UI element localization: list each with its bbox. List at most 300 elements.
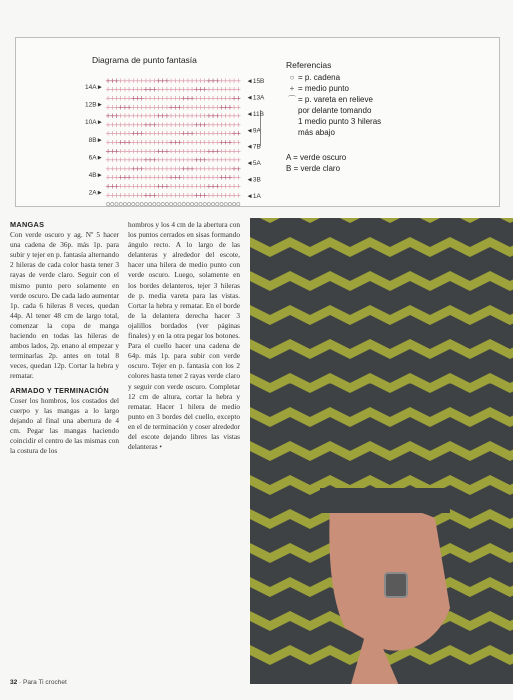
chain-stitch-icon: ○ xyxy=(289,73,295,82)
row-label-right: ◄7B xyxy=(246,143,261,151)
svg-text:+: + xyxy=(226,173,233,182)
single-crochet-icon: + xyxy=(289,84,295,93)
svg-text:+: + xyxy=(121,182,128,191)
row-label-right: ◄3B xyxy=(246,176,261,184)
svg-text:+: + xyxy=(117,129,124,138)
svg-text:+: + xyxy=(142,173,149,182)
svg-text:+: + xyxy=(130,112,137,121)
svg-text:+: + xyxy=(189,182,196,191)
svg-text:+: + xyxy=(142,138,149,147)
svg-text:+: + xyxy=(105,173,112,182)
svg-text:+: + xyxy=(201,191,208,200)
svg-text:+: + xyxy=(235,164,242,173)
row-label-right: ◄15B xyxy=(246,78,265,85)
svg-text:+: + xyxy=(189,112,196,121)
svg-text:+: + xyxy=(218,191,225,200)
svg-text:+: + xyxy=(184,120,191,129)
svg-text:+: + xyxy=(218,138,225,147)
svg-text:+: + xyxy=(180,191,187,200)
svg-text:+: + xyxy=(193,147,200,156)
svg-text:+: + xyxy=(210,147,217,156)
svg-text:+: + xyxy=(218,76,225,85)
svg-text:+: + xyxy=(184,112,191,121)
svg-text:+: + xyxy=(163,182,170,191)
svg-text:+: + xyxy=(210,173,217,182)
svg-text:+: + xyxy=(235,76,242,85)
svg-text:+: + xyxy=(126,164,133,173)
svg-text:+: + xyxy=(226,164,233,173)
svg-text:+: + xyxy=(151,94,158,103)
svg-text:+: + xyxy=(117,173,124,182)
svg-text:+: + xyxy=(151,112,158,121)
reference-item: + = medio punto xyxy=(286,83,381,94)
svg-text:+: + xyxy=(130,138,137,147)
svg-text:+: + xyxy=(222,138,229,147)
svg-text:+: + xyxy=(235,138,242,147)
svg-text:+: + xyxy=(226,94,233,103)
svg-text:+: + xyxy=(113,164,120,173)
svg-text:+: + xyxy=(126,129,133,138)
sweater-photo xyxy=(250,218,513,684)
svg-text:+: + xyxy=(180,94,187,103)
svg-text:+: + xyxy=(184,164,191,173)
svg-text:+: + xyxy=(231,164,238,173)
svg-text:+: + xyxy=(168,94,175,103)
svg-text:+: + xyxy=(235,129,242,138)
svg-text:+: + xyxy=(210,191,217,200)
svg-text:+: + xyxy=(117,164,124,173)
svg-text:+: + xyxy=(155,76,162,85)
svg-text:+: + xyxy=(126,138,133,147)
svg-text:+: + xyxy=(218,147,225,156)
svg-text:+: + xyxy=(193,94,200,103)
svg-text:+: + xyxy=(168,173,175,182)
svg-text:+: + xyxy=(210,76,217,85)
svg-text:+: + xyxy=(159,156,166,165)
svg-text:+: + xyxy=(163,164,170,173)
svg-text:+: + xyxy=(176,138,183,147)
svg-text:+: + xyxy=(130,191,137,200)
svg-text:+: + xyxy=(105,129,112,138)
svg-text:+: + xyxy=(134,191,141,200)
svg-text:+: + xyxy=(189,85,196,94)
svg-text:+: + xyxy=(126,147,133,156)
svg-text:+: + xyxy=(151,182,158,191)
svg-text:+: + xyxy=(117,147,124,156)
svg-text:+: + xyxy=(193,138,200,147)
svg-text:+: + xyxy=(138,138,145,147)
svg-text:+: + xyxy=(222,103,229,112)
svg-text:+: + xyxy=(159,164,166,173)
svg-text:+: + xyxy=(147,85,154,94)
svg-text:+: + xyxy=(168,103,175,112)
diagram-title: Diagrama de punto fantasía xyxy=(92,55,197,65)
svg-text:+: + xyxy=(189,138,196,147)
svg-text:+: + xyxy=(205,173,212,182)
svg-text:+: + xyxy=(193,120,200,129)
svg-text:+: + xyxy=(205,112,212,121)
svg-text:+: + xyxy=(184,94,191,103)
svg-text:+: + xyxy=(226,156,233,165)
svg-text:+: + xyxy=(176,156,183,165)
svg-text:+: + xyxy=(109,173,116,182)
svg-text:+: + xyxy=(155,182,162,191)
svg-text:+: + xyxy=(201,112,208,121)
section-title-mangas: MANGAS xyxy=(10,220,45,229)
svg-text:+: + xyxy=(159,76,166,85)
svg-text:+: + xyxy=(117,182,124,191)
svg-text:+: + xyxy=(197,156,204,165)
svg-text:+: + xyxy=(121,129,128,138)
svg-text:+: + xyxy=(222,112,229,121)
svg-text:+: + xyxy=(189,173,196,182)
svg-text:+: + xyxy=(197,173,204,182)
svg-text:+: + xyxy=(193,112,200,121)
svg-text:+: + xyxy=(126,191,133,200)
svg-text:+: + xyxy=(159,120,166,129)
svg-text:+: + xyxy=(226,138,233,147)
svg-text:+: + xyxy=(142,120,149,129)
svg-text:+: + xyxy=(214,76,221,85)
svg-text:+: + xyxy=(159,94,166,103)
svg-text:+: + xyxy=(193,103,200,112)
svg-text:+: + xyxy=(193,173,200,182)
svg-text:+: + xyxy=(222,164,229,173)
svg-text:+: + xyxy=(126,94,133,103)
svg-text:+: + xyxy=(117,138,124,147)
svg-text:+: + xyxy=(151,103,158,112)
svg-text:+: + xyxy=(138,173,145,182)
svg-text:+: + xyxy=(159,173,166,182)
svg-text:+: + xyxy=(138,94,145,103)
svg-text:+: + xyxy=(184,103,191,112)
svg-text:+: + xyxy=(231,182,238,191)
svg-text:+: + xyxy=(172,76,179,85)
svg-text:+: + xyxy=(168,182,175,191)
svg-text:+: + xyxy=(151,138,158,147)
row-label-left: 4B► xyxy=(88,172,103,179)
svg-text:+: + xyxy=(138,129,145,138)
svg-text:+: + xyxy=(147,182,154,191)
svg-text:+: + xyxy=(184,85,191,94)
svg-text:+: + xyxy=(197,182,204,191)
svg-text:+: + xyxy=(197,94,204,103)
knit-pattern-illustration xyxy=(250,218,513,684)
svg-text:+: + xyxy=(218,182,225,191)
svg-text:+: + xyxy=(168,120,175,129)
reference-item: por delante tomando xyxy=(298,106,372,115)
svg-text:+: + xyxy=(105,76,112,85)
stitch-diagram-panel xyxy=(15,37,500,207)
svg-text:+: + xyxy=(142,129,149,138)
svg-text:+: + xyxy=(138,85,145,94)
svg-text:+: + xyxy=(168,129,175,138)
svg-text:+: + xyxy=(105,147,112,156)
svg-text:+: + xyxy=(113,94,120,103)
svg-text:+: + xyxy=(226,182,233,191)
svg-text:+: + xyxy=(126,103,133,112)
svg-text:+: + xyxy=(189,103,196,112)
svg-text:+: + xyxy=(176,103,183,112)
svg-text:+: + xyxy=(172,182,179,191)
svg-text:+: + xyxy=(138,156,145,165)
svg-text:+: + xyxy=(147,120,154,129)
row-label-left: 2A► xyxy=(88,189,103,197)
svg-text:+: + xyxy=(197,120,204,129)
svg-text:+: + xyxy=(138,191,145,200)
svg-text:+: + xyxy=(189,147,196,156)
svg-text:+: + xyxy=(231,147,238,156)
svg-text:+: + xyxy=(163,156,170,165)
svg-text:+: + xyxy=(222,182,229,191)
svg-text:+: + xyxy=(105,120,112,129)
svg-text:+: + xyxy=(231,156,238,165)
svg-text:+: + xyxy=(147,103,154,112)
svg-text:+: + xyxy=(172,173,179,182)
svg-text:+: + xyxy=(222,147,229,156)
svg-text:+: + xyxy=(113,112,120,121)
svg-text:+: + xyxy=(218,120,225,129)
svg-text:+: + xyxy=(163,103,170,112)
svg-text:+: + xyxy=(201,85,208,94)
svg-text:+: + xyxy=(231,76,238,85)
svg-text:+: + xyxy=(205,129,212,138)
svg-text:+: + xyxy=(218,85,225,94)
svg-text:+: + xyxy=(105,138,112,147)
svg-text:+: + xyxy=(147,76,154,85)
svg-text:+: + xyxy=(172,147,179,156)
svg-text:+: + xyxy=(201,173,208,182)
stitch-grid xyxy=(66,68,266,208)
svg-text:+: + xyxy=(235,94,242,103)
svg-text:+: + xyxy=(218,94,225,103)
magazine-name: Para Ti crochet xyxy=(23,679,67,686)
svg-text:+: + xyxy=(226,147,233,156)
svg-text:+: + xyxy=(235,120,242,129)
svg-text:+: + xyxy=(197,103,204,112)
svg-text:+: + xyxy=(222,76,229,85)
section-title-armado: ARMADO Y TERMINACIÓN xyxy=(10,385,109,395)
svg-text:+: + xyxy=(180,147,187,156)
svg-text:+: + xyxy=(134,173,141,182)
svg-text:+: + xyxy=(121,191,128,200)
svg-text:+: + xyxy=(205,182,212,191)
row-label-right: ◄13A xyxy=(246,94,265,102)
svg-text:+: + xyxy=(151,76,158,85)
svg-text:+: + xyxy=(163,94,170,103)
svg-text:+: + xyxy=(117,85,124,94)
svg-text:+: + xyxy=(205,120,212,129)
svg-text:+: + xyxy=(168,85,175,94)
svg-text:+: + xyxy=(205,94,212,103)
svg-text:+: + xyxy=(222,173,229,182)
svg-text:+: + xyxy=(176,85,183,94)
svg-text:+: + xyxy=(214,164,221,173)
svg-text:+: + xyxy=(201,129,208,138)
references-block xyxy=(286,60,381,174)
svg-text:+: + xyxy=(218,173,225,182)
svg-text:+: + xyxy=(126,85,133,94)
svg-text:+: + xyxy=(155,173,162,182)
svg-text:+: + xyxy=(138,164,145,173)
svg-text:+: + xyxy=(113,173,120,182)
svg-text:+: + xyxy=(231,85,238,94)
svg-text:+: + xyxy=(168,191,175,200)
svg-text:+: + xyxy=(155,164,162,173)
svg-text:+: + xyxy=(121,138,128,147)
svg-text:+: + xyxy=(109,156,116,165)
svg-text:+: + xyxy=(163,191,170,200)
svg-text:+: + xyxy=(189,76,196,85)
svg-text:+: + xyxy=(214,147,221,156)
svg-text:+: + xyxy=(226,85,233,94)
svg-text:+: + xyxy=(109,112,116,121)
svg-text:+: + xyxy=(180,138,187,147)
row-label-right: ◄11B xyxy=(246,110,264,118)
svg-text:+: + xyxy=(163,147,170,156)
svg-text:+: + xyxy=(205,138,212,147)
svg-text:+: + xyxy=(214,173,221,182)
svg-text:+: + xyxy=(155,147,162,156)
svg-text:+: + xyxy=(130,120,137,129)
svg-text:+: + xyxy=(210,138,217,147)
svg-text:+: + xyxy=(155,103,162,112)
svg-text:+: + xyxy=(235,182,242,191)
svg-text:+: + xyxy=(189,156,196,165)
svg-text:+: + xyxy=(105,191,112,200)
svg-text:+: + xyxy=(226,120,233,129)
svg-text:+: + xyxy=(142,156,149,165)
reference-item: ○ = p. cadena xyxy=(286,72,381,83)
svg-text:+: + xyxy=(159,138,166,147)
svg-text:+: + xyxy=(184,147,191,156)
color-b-label: B = verde claro xyxy=(286,164,341,173)
svg-text:+: + xyxy=(168,138,175,147)
svg-text:+: + xyxy=(159,147,166,156)
row-label-right: ◄9A xyxy=(246,127,261,135)
svg-text:+: + xyxy=(197,85,204,94)
svg-text:+: + xyxy=(142,164,149,173)
svg-text:+: + xyxy=(214,182,221,191)
relief-stitch-icon: ⌒ xyxy=(288,95,296,104)
svg-text:+: + xyxy=(176,112,183,121)
svg-text:+: + xyxy=(176,164,183,173)
svg-text:+: + xyxy=(159,182,166,191)
reference-item: 1 medio punto 3 hileras xyxy=(298,117,382,126)
svg-text:+: + xyxy=(159,85,166,94)
svg-text:+: + xyxy=(163,120,170,129)
svg-text:+: + xyxy=(176,182,183,191)
svg-text:+: + xyxy=(210,103,217,112)
svg-text:+: + xyxy=(218,129,225,138)
svg-text:+: + xyxy=(105,164,112,173)
svg-text:+: + xyxy=(184,138,191,147)
svg-text:+: + xyxy=(134,182,141,191)
svg-text:+: + xyxy=(205,191,212,200)
svg-text:+: + xyxy=(193,164,200,173)
svg-text:+: + xyxy=(235,156,242,165)
svg-text:+: + xyxy=(210,85,217,94)
svg-text:+: + xyxy=(147,173,154,182)
svg-text:+: + xyxy=(109,129,116,138)
svg-text:+: + xyxy=(176,173,183,182)
svg-text:+: + xyxy=(235,85,242,94)
svg-text:+: + xyxy=(113,76,120,85)
svg-text:+: + xyxy=(205,156,212,165)
row-label-left: 10A► xyxy=(85,119,103,127)
svg-text:+: + xyxy=(214,156,221,165)
svg-text:+: + xyxy=(142,147,149,156)
svg-text:+: + xyxy=(126,182,133,191)
svg-text:+: + xyxy=(151,156,158,165)
svg-text:+: + xyxy=(222,85,229,94)
svg-text:+: + xyxy=(117,112,124,121)
svg-text:+: + xyxy=(121,147,128,156)
svg-text:+: + xyxy=(105,156,112,165)
svg-text:+: + xyxy=(235,112,242,121)
svg-text:+: + xyxy=(163,112,170,121)
svg-text:+: + xyxy=(226,76,233,85)
color-key xyxy=(286,152,381,174)
svg-text:+: + xyxy=(109,103,116,112)
svg-text:+: + xyxy=(222,156,229,165)
svg-text:+: + xyxy=(117,120,124,129)
svg-text:+: + xyxy=(210,120,217,129)
svg-text:+: + xyxy=(218,112,225,121)
svg-text:+: + xyxy=(180,156,187,165)
svg-text:+: + xyxy=(121,85,128,94)
svg-text:+: + xyxy=(172,112,179,121)
svg-text:+: + xyxy=(117,191,124,200)
svg-text:+: + xyxy=(189,120,196,129)
svg-text:+: + xyxy=(142,112,149,121)
svg-text:+: + xyxy=(172,191,179,200)
svg-text:+: + xyxy=(130,147,137,156)
svg-text:+: + xyxy=(231,94,238,103)
svg-text:+: + xyxy=(109,94,116,103)
svg-text:+: + xyxy=(130,76,137,85)
svg-text:+: + xyxy=(197,76,204,85)
svg-text:+: + xyxy=(113,156,120,165)
svg-text:+: + xyxy=(134,103,141,112)
svg-text:+: + xyxy=(214,129,221,138)
svg-text:+: + xyxy=(163,173,170,182)
svg-text:+: + xyxy=(180,76,187,85)
svg-text:+: + xyxy=(142,85,149,94)
svg-text:+: + xyxy=(109,138,116,147)
svg-text:+: + xyxy=(121,103,128,112)
svg-text:+: + xyxy=(147,112,154,121)
svg-text:+: + xyxy=(201,94,208,103)
svg-text:+: + xyxy=(121,94,128,103)
svg-text:+: + xyxy=(151,164,158,173)
text-column-1 xyxy=(10,220,119,456)
svg-text:+: + xyxy=(138,147,145,156)
svg-text:+: + xyxy=(222,191,229,200)
svg-text:+: + xyxy=(121,156,128,165)
svg-text:+: + xyxy=(201,156,208,165)
svg-text:+: + xyxy=(184,182,191,191)
row-label-left: 14A► xyxy=(85,84,103,91)
svg-text:+: + xyxy=(121,120,128,129)
svg-text:+: + xyxy=(180,164,187,173)
svg-text:+: + xyxy=(222,120,229,129)
svg-text:+: + xyxy=(151,129,158,138)
svg-text:+: + xyxy=(130,173,137,182)
svg-text:+: + xyxy=(172,138,179,147)
svg-text:+: + xyxy=(168,164,175,173)
svg-text:+: + xyxy=(176,147,183,156)
